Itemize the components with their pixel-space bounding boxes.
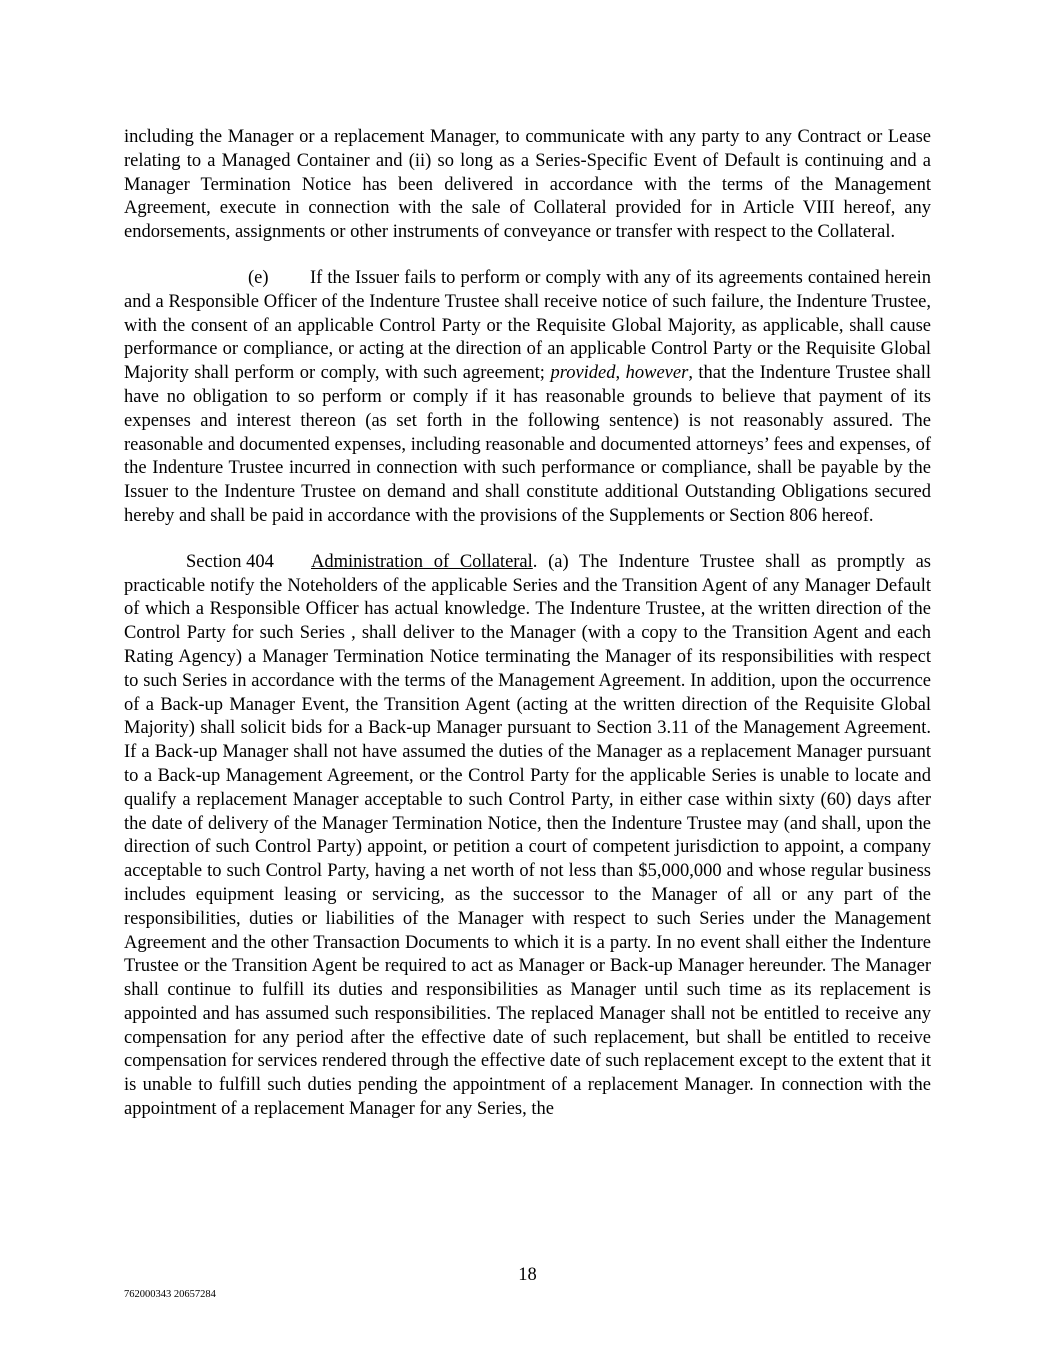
paragraph-e-text-after: , that the Indenture Trustee shall have no obligation to so perform or comply if it has reasonable grounds to believe that payment of its expenses and interest thereon (as set forth in the following sentence) is not reasonably assured. The reasonable and documented expenses, including reasonable and documented attorneys’ fees and expenses, of the Indenture Trustee incurred in connection with such performance or compliance, shall be payable by the Issuer to the Indenture Trustee on demand and shall constitute additional Outstanding Obligations secured hereby and shall be paid in accordance with the provisions of the Supplements or Section 806 hereof.	[124, 363, 932, 526]
document-id: 762000343 20657284	[124, 1289, 216, 1300]
document-page	[124, 126, 931, 1122]
provided-italic: provided	[550, 363, 616, 384]
paragraph-gap	[124, 245, 931, 267]
paragraph-e	[124, 267, 931, 529]
section-title-period: .	[532, 551, 549, 572]
paragraph-gap	[124, 529, 931, 551]
italic-separator: ,	[615, 363, 626, 384]
however-italic: however	[625, 363, 689, 384]
paragraph-continuation	[124, 126, 931, 245]
page-number: 18	[518, 1265, 537, 1285]
section-404-text: (a) The Indenture Trustee shall as promptly as practicable notify the Noteholders of the applicable Series and the Transition Agent of any Manager Default of which a Responsible Officer has actual knowledge. The Indenture Trustee, at the written direction of the Control Party for such Series , shall deliver to the Manager (with a copy to the Transition Agent and each Rating Agency) a Manager Termination Notice terminating the Manager of its responsibilities with respect to such Series in accordance with the terms of the Management Agreement. In addition, upon the occurrence of a Back-up Manager Event, the Transition Agent (acting at the written direction of the Requisite Global Majority) shall solicit bids for a Back-up Manager pursuant to Section 3.11 of the Management Agreement. If a Back-up Manager shall not have assumed the duties of the Manager as a replacement Manager pursuant to a Back-up Management Agreement, or the Control Party for the applicable Series is unable to locate and qualify a replacement Manager acceptable to such Control Party, in either case within sixty (60) days after the date of delivery of the Manager Termination Notice, then the Indenture Trustee may (and shall, upon the direction of such Control Party) appoint, or petition a court of competent jurisdiction to appoint, a company acceptable to such Control Party, having a net worth of not less than $5,000,000 and whose regular business includes equipment leasing or servicing, as the successor to the Manager of all or any part of the responsibilities, duties or liabilities of the Manager with respect to such Series under the Management Agreement and the other Transaction Documents to which it is a party. In no event shall either the Indenture Trustee or the Transition Agent be required to act as Manager or Back-up Manager hereunder. The Manager shall continue to fulfill its duties and responsibilities as Manager until such time as its replacement is appointed and has assumed such responsibilities. The replaced Manager shall not be entitled to receive any compensation for any period after the effective date of such replacement, but shall be entitled to receive compensation for services rendered through the effective date of such replacement except to the extent that it is unable to fulfill such duties pending the appointment of a replacement Manager. In connection with the appointment of a replacement Manager for any Series, the	[124, 551, 932, 1120]
section-title: Administration of Collateral	[311, 551, 533, 572]
section-404	[124, 551, 931, 1122]
section-number: Section 404	[186, 551, 274, 572]
paragraph-1-text: including the Manager or a replacement Manager, to communicate with any party to any Contract or Lease relating to a Managed Container and (ii) so long as a Series-Specific Event of Default is continuing and a Manager Termination Notice has been delivered in accordance with the terms of the Management Agreement, execute in connection with the sale of Collateral provided for in Article VIII hereof, any endorsements, assignments or other instruments of conveyance or transfer with respect to the Collateral.	[124, 127, 931, 243]
paragraph-e-text-before: If the Issuer fails to perform or comply with any of its agreements contained herein and a Responsible Officer of the Indenture Trustee shall receive notice of such failure, the Indenture Trustee, with the consent of an applicable Control Party or the Requisite Global Majority, as applicable, shall cause performance or compliance, or acting at the direction of an applicable Control Party or the Requisite Global Majority shall perform or comply, with such agreement;	[124, 267, 931, 384]
paragraph-e-label: (e)	[248, 267, 269, 288]
